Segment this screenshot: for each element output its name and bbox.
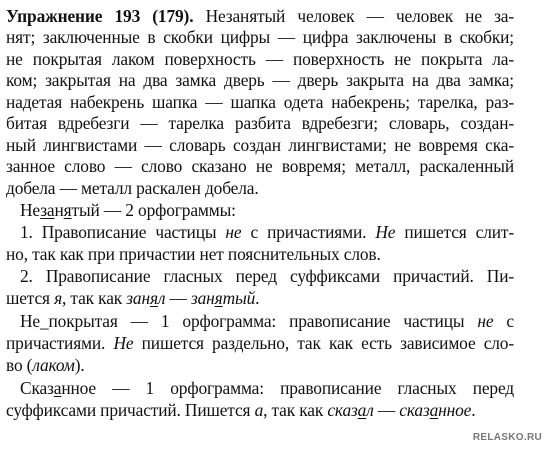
analysis-word-3-line-1: Сказанное — 1 орфограмма: правописание гласных перед [20, 378, 514, 398]
exercise-line-4: ком; закрытая на два замка дверь — дверь закрыта на два замка; [6, 70, 514, 90]
exercise-line-7: ный лингвистами — словарь создан лингвистами; не вовремя ска- [6, 135, 514, 155]
exercise-text: Незанятый человек — человек не за- [193, 6, 514, 26]
exercise-line-3: не покрытая лаком поверхность — поверхность не покрыта ла- [6, 49, 514, 69]
analysis-word-2-line-1: Не_покрытая — 1 орфограмма: правописание частицы не с [20, 311, 514, 331]
exercise-line-2: нят; заключенные в скобки цифры — цифра заключены в скобки; [6, 27, 514, 47]
analysis-word-2-line-3: во (лаком). [6, 355, 85, 375]
analysis-word-1: Незанятый — 2 орфограммы: [20, 200, 236, 220]
exercise-line-8: занное слово — слово сказано не вовремя; металл, раскаленный [6, 156, 514, 176]
analysis-rule-2-line-2: шется я, так как занял — занятый. [6, 288, 260, 308]
analysis-rule-1-line-1: 1. Правописание частицы не с причастиями. Не пишется слит- [20, 222, 514, 242]
analysis-rule-2-line-1: 2. Правописание гласных перед суффиксами причастий. Пи- [20, 266, 514, 286]
exercise-line-1 [6, 6, 514, 27]
exercise-line-9: добела — металл раскален добела. [6, 178, 259, 198]
exercise-line-5: надетая набекрень шапка — шапка одета набекрень; тарелка, раз- [6, 92, 514, 112]
exercise-line-6: битая вдребезги — тарелка разбита вдребезги; словарь, создан- [6, 113, 514, 133]
analysis-word-3-line-2: суффиксами причастий. Пишется а, так как сказал — сказанное. [6, 400, 476, 420]
watermark-text: RELASKO.RU [472, 432, 542, 443]
exercise-title: Упражнение 193 (179). [6, 6, 194, 26]
analysis-word-2-line-2: причастиями. Не пишется раздельно, так как есть зависимое сло- [6, 333, 514, 353]
analysis-rule-1-line-2: но, так как при причастии нет пояснительных слов. [6, 244, 381, 264]
